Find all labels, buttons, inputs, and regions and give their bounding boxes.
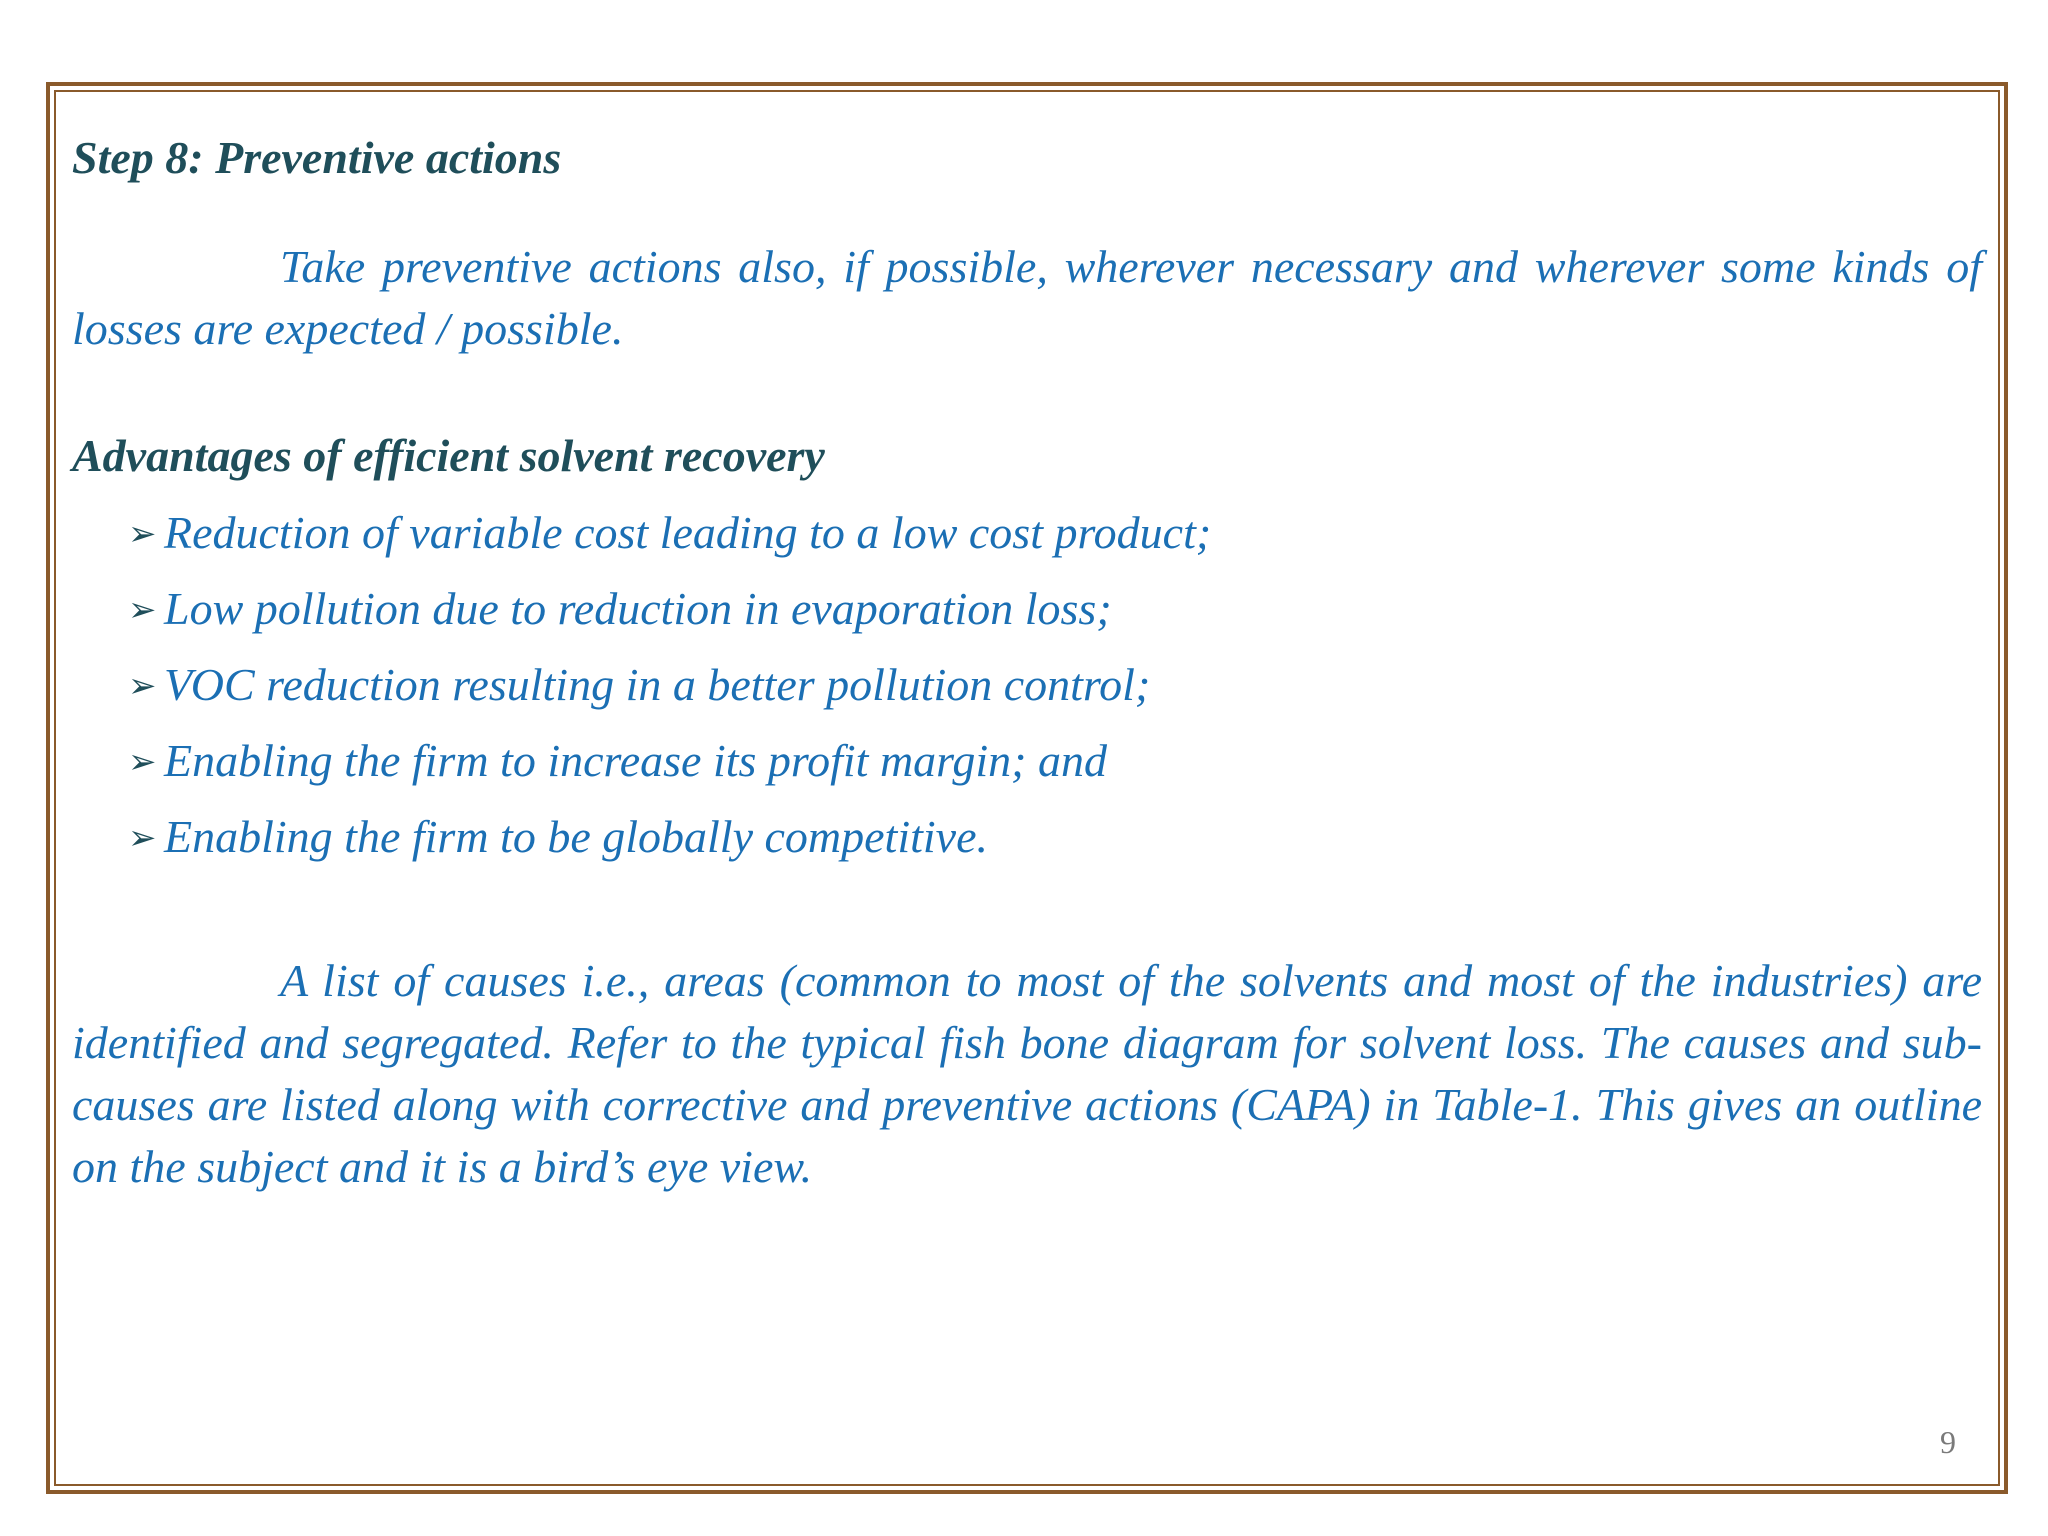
arrowhead-bullet-icon: ➢: [128, 744, 157, 781]
step-paragraph: Take preventive actions also, if possible, wherever necessary and wherever some kinds of losses are expected / possible.: [72, 241, 1982, 354]
closing-paragraph: A list of causes i.e., areas (common to most of the solvents and most of the industries) are identified and segregated. Refer to the typical fish bone diagram for solvent loss. The causes and sub-causes are listed along with corrective and preventive actions (CAPA) in Table-1. This gives an outline on the subject and it is a bird’s eye view.: [72, 955, 1982, 1192]
slide-content: [72, 120, 1982, 1198]
arrowhead-bullet-icon: ➢: [128, 668, 157, 705]
list-item-text: VOC reduction resulting in a better pollution control;: [164, 659, 1151, 710]
page-number: 9: [1940, 1424, 1956, 1460]
list-item-text: Low pollution due to reduction in evaporation loss;: [164, 583, 1112, 634]
list-item: [128, 496, 1982, 572]
arrowhead-bullet-icon: ➢: [128, 516, 157, 553]
list-item-text: Enabling the firm to be globally competitive.: [164, 811, 989, 862]
arrowhead-bullet-icon: ➢: [128, 820, 157, 857]
step-heading: Step 8: Preventive actions: [72, 132, 562, 183]
list-item: [128, 800, 1982, 876]
advantages-list: [72, 496, 1982, 876]
list-item: [128, 648, 1982, 724]
list-item: [128, 724, 1982, 800]
list-item-text: Enabling the firm to increase its profit margin; and: [164, 735, 1107, 786]
list-item-text: Reduction of variable cost leading to a low cost product;: [164, 507, 1212, 558]
advantages-heading: Advantages of efficient solvent recovery: [72, 430, 825, 481]
list-item: [128, 572, 1982, 648]
arrowhead-bullet-icon: ➢: [128, 592, 157, 629]
